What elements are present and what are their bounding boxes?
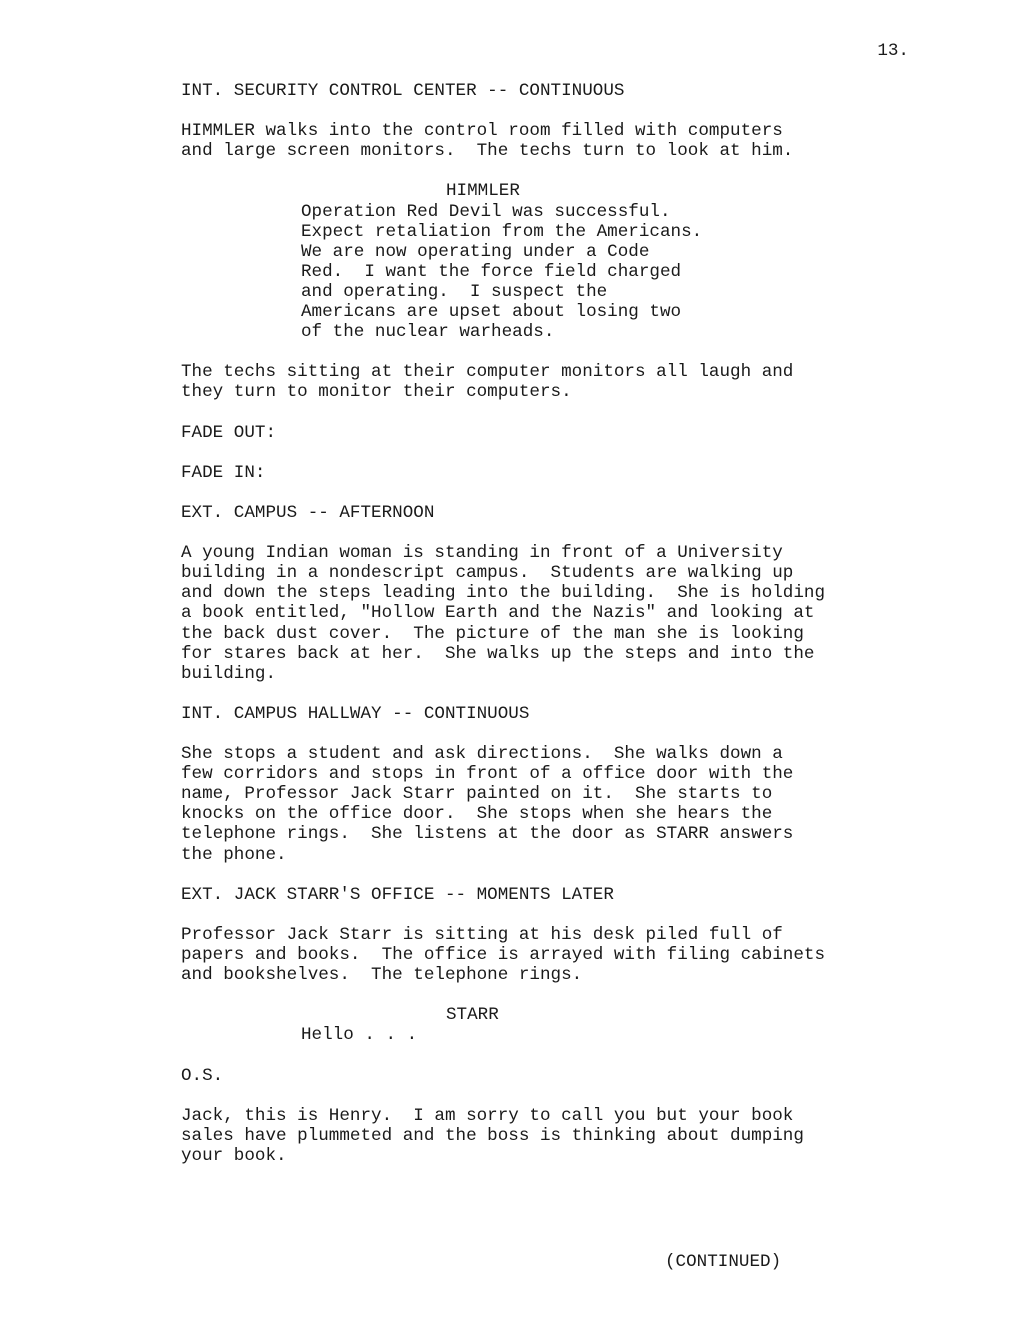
- scene-heading-starr-office: EXT. JACK STARR'S OFFICE -- MOMENTS LATER: [181, 884, 614, 905]
- continued-marker: (CONTINUED): [665, 1252, 782, 1272]
- page-number: 13.: [877, 41, 909, 61]
- scene-heading-campus-hallway: INT. CAMPUS HALLWAY -- CONTINUOUS: [181, 703, 530, 724]
- action-himmler-enters: HIMMLER walks into the control room filled with computers and large screen monitors. The techs turn to look at him.: [181, 121, 794, 162]
- screenplay-body: [181, 81, 941, 1186]
- dialogue-henry: Jack, this is Henry. I am sorry to call you but your book sales have plummeted and the boss is thinking about dumping your book.: [181, 1105, 804, 1166]
- scene-heading-security-control-center: INT. SECURITY CONTROL CENTER -- CONTINUOUS: [181, 81, 625, 101]
- character-name-starr: STARR: [446, 1005, 499, 1026]
- scene-heading-campus: EXT. CAMPUS -- AFTERNOON: [181, 502, 435, 523]
- off-screen-label: O.S.: [181, 1065, 224, 1086]
- action-hallway: She stops a student and ask directions. She walks down a few corridors and stops in front of a office door with the name, Professor Jack Starr painted on it. She starts to knocks on the office door. She stops when she hears the telephone rings. She listens at the door as STARR answers the phone.: [181, 744, 794, 865]
- action-indian-woman: A young Indian woman is standing in front of a University building in a nondescript campus. Students are walking up and down the steps leading into the building. She is holding a book entitled, "Hollow Earth and the Nazis" and looking at the back dust cover. The picture of the man she is looking for stares back at her. She walks up the steps and into the building.: [181, 543, 826, 684]
- dialogue-starr: Hello . . .: [301, 1025, 418, 1046]
- dialogue-himmler: Operation Red Devil was successful. Expect retaliation from the Americans. We are now operating under a Code Red. I want the force field charged and operating. I suspect the Americans are upset about losing two of the nuclear warheads.: [301, 201, 703, 343]
- action-techs-laugh: The techs sitting at their computer monitors all laugh and they turn to monitor their computers.: [181, 362, 794, 403]
- transition-fade-in: FADE IN:: [181, 462, 266, 483]
- character-name-himmler: HIMMLER: [446, 181, 520, 202]
- transition-fade-out: FADE OUT:: [181, 422, 277, 443]
- action-starr-office: Professor Jack Starr is sitting at his desk piled full of papers and books. The office is arrayed with filing cabinets and bookshelves. The telephone rings.: [181, 924, 826, 986]
